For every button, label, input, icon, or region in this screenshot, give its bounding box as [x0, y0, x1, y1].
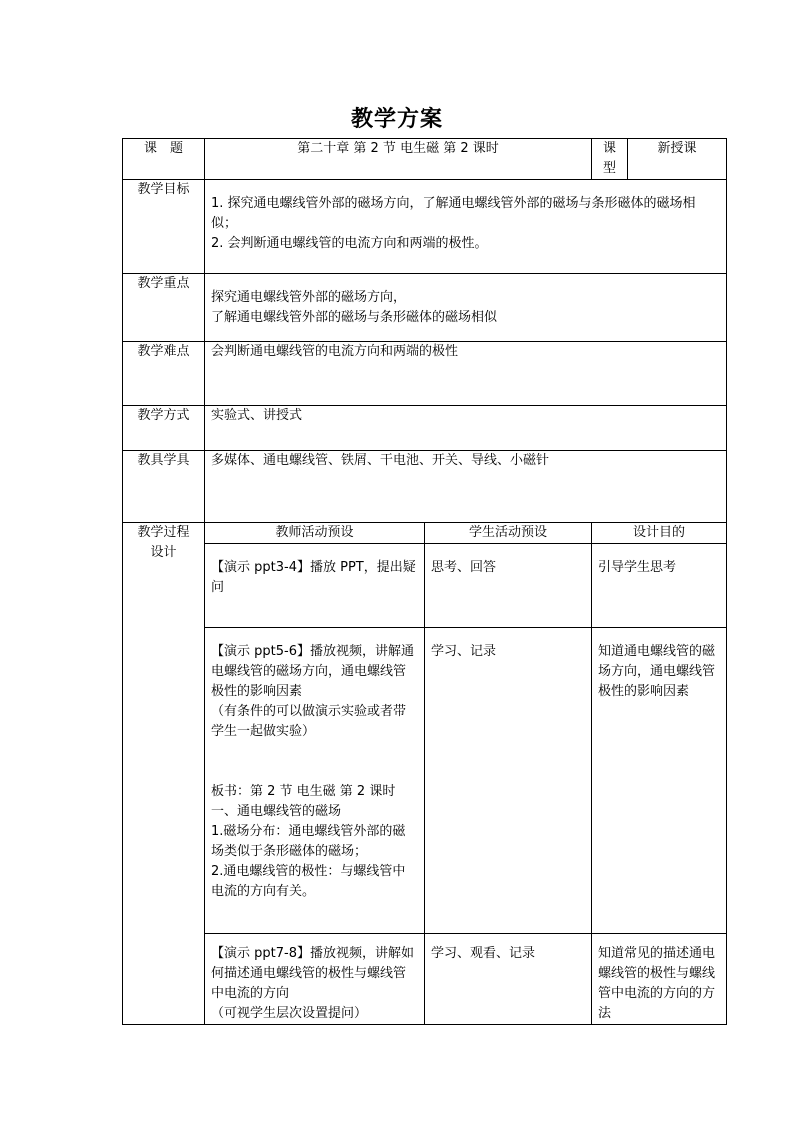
row2-student: 学习、记录 [425, 628, 592, 934]
key-point-2: 了解通电螺线管外部的磁场与条形磁体的磁场相似 [211, 310, 498, 325]
method-text: 实验式、讲授式 [205, 406, 727, 451]
row3-teacher-line1: 【演示 ppt7-8】播放视频，讲解如何描述通电螺线管的极性与螺线管中电流的方向 [211, 946, 414, 1001]
key-points-label: 教学重点 [123, 274, 205, 342]
row-goals [123, 180, 727, 274]
row3-teacher-line2: （可视学生层次设置提问） [211, 1006, 368, 1021]
row2-purpose: 知道通电螺线管的磁场方向，通电螺线管极性的影响因素 [592, 628, 727, 934]
row1-purpose: 引导学生思考 [592, 544, 727, 628]
key-point-1: 探究通电螺线管外部的磁场方向， [211, 290, 407, 305]
process-label [123, 523, 205, 1025]
row3-student: 学习、观看、记录 [425, 934, 592, 1025]
row-topic [123, 139, 727, 180]
board-line4: 2.通电螺线管的极性：与螺线管中电流的方向有关。 [211, 864, 406, 899]
tools-label: 教具学具 [123, 451, 205, 523]
difficulties-label: 教学难点 [123, 342, 205, 406]
method-label: 教学方式 [123, 406, 205, 451]
col-teacher-header: 教师活动预设 [205, 523, 425, 544]
board-line1: 板书：第 2 节 电生磁 第 2 课时 [211, 784, 396, 799]
row2-teacher [205, 628, 425, 934]
topic-label: 课 题 [123, 139, 205, 180]
col-purpose-header: 设计目的 [592, 523, 727, 544]
type-value: 新授课 [628, 139, 727, 180]
process-row-3 [123, 934, 727, 1025]
process-row-2 [123, 628, 727, 934]
row1-student: 思考、回答 [425, 544, 592, 628]
row3-teacher [205, 934, 425, 1025]
row2-teacher-line1: 【演示 ppt5-6】播放视频，讲解通电螺线管的磁场方向，通电螺线管极性的影响因素 [211, 644, 414, 699]
board-line2: 一、通电螺线管的磁场 [211, 804, 342, 819]
goals-label: 教学目标 [123, 180, 205, 274]
goal-1: 1. 探究通电螺线管外部的磁场方向，了解通电螺线管外部的磁场与条形磁体的磁场相似； [211, 196, 696, 231]
process-label-line1: 教学过程 [137, 525, 190, 540]
process-row-1 [123, 544, 727, 628]
difficulties-text: 会判断通电螺线管的电流方向和两端的极性 [205, 342, 727, 406]
page-title: 教学方案 [350, 106, 443, 132]
row-method [123, 406, 727, 451]
type-label: 课 型 [592, 139, 628, 180]
process-header-row [123, 523, 727, 544]
key-points-content [205, 274, 727, 342]
process-label-line2: 设计 [150, 545, 177, 560]
row2-teacher-line2: （有条件的可以做演示实验或者带学生一起做实验） [211, 704, 407, 739]
col-student-header: 学生活动预设 [425, 523, 592, 544]
goal-2: 2. 会判断通电螺线管的电流方向和两端的极性。 [211, 236, 488, 251]
row3-purpose: 知道常见的描述通电螺线管的极性与螺线管中电流的方向的方法 [592, 934, 727, 1025]
row1-teacher: 【演示 ppt3-4】播放 PPT，提出疑问 [205, 544, 425, 628]
row-difficulties [123, 342, 727, 406]
goals-content [205, 180, 727, 274]
tools-text: 多媒体、通电螺线管、铁屑、干电池、开关、导线、小磁针 [205, 451, 727, 523]
topic-value: 第二十章 第 2 节 电生磁 第 2 课时 [205, 139, 592, 180]
row-key-points [123, 274, 727, 342]
lesson-plan-table [122, 138, 727, 1025]
board-line3: 1.磁场分布：通电螺线管外部的磁场类似于条形磁体的磁场； [211, 824, 406, 859]
row-tools [123, 451, 727, 523]
